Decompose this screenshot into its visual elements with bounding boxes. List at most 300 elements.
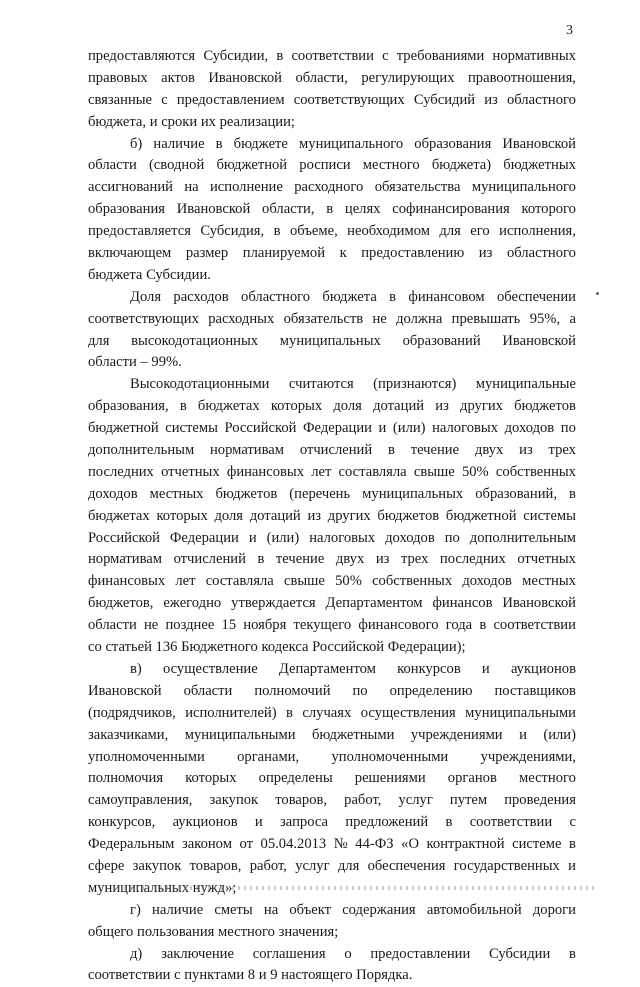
text-line <box>88 331 576 353</box>
word: свыше <box>413 463 455 480</box>
word: бюджетными <box>311 726 395 743</box>
word: случаях <box>302 704 352 721</box>
word: 95%, <box>529 310 561 327</box>
text-line <box>88 834 576 856</box>
word: финансовых <box>226 463 304 480</box>
word: из <box>435 398 449 415</box>
word: местных <box>149 485 204 502</box>
word: в <box>326 201 334 218</box>
word: Российской <box>312 639 388 656</box>
word: определению <box>389 682 473 699</box>
text-line <box>88 549 576 571</box>
word: о <box>344 945 352 962</box>
word: статьей <box>105 639 156 656</box>
word: муниципальными <box>465 704 576 721</box>
word: расходных <box>208 310 275 327</box>
word: в <box>445 814 453 831</box>
word: финансовых <box>88 573 166 590</box>
word: бюджетных <box>503 157 576 174</box>
word: 50% <box>461 463 489 480</box>
word: в <box>569 485 576 502</box>
word: самоуправления, <box>88 792 193 809</box>
text-line <box>88 484 576 506</box>
word: Ивановской <box>502 135 576 152</box>
word: бюджетах <box>88 507 150 524</box>
word: Российской <box>224 420 297 437</box>
word: должна <box>396 310 443 327</box>
word: сметы <box>214 901 253 918</box>
word: в <box>276 48 284 64</box>
word: местных <box>522 573 576 590</box>
word: позднее <box>165 617 215 634</box>
word: из <box>519 442 533 459</box>
word: 44-ФЗ <box>355 836 394 853</box>
word: в <box>257 551 265 568</box>
word: из <box>375 551 390 568</box>
word: в <box>479 617 487 634</box>
word: доходов <box>88 485 138 502</box>
word: товаров, <box>275 792 328 809</box>
word: образования, <box>88 398 169 415</box>
word: соответствии <box>493 617 576 634</box>
page-number: 3 <box>566 23 573 38</box>
word: исполнения, <box>499 223 576 240</box>
word: (или) <box>266 529 300 546</box>
word: которого <box>521 201 576 218</box>
word: соответствии <box>469 814 553 831</box>
word: обязательств <box>283 310 364 327</box>
text-line <box>88 659 576 681</box>
word: не <box>144 617 159 634</box>
word: нужд»; <box>192 879 237 896</box>
word: дотаций <box>373 398 425 415</box>
word: доля <box>214 507 244 524</box>
word: предложений <box>345 814 429 831</box>
word: пользования <box>137 923 219 940</box>
word: наличие <box>152 901 204 918</box>
word: предоставляется <box>88 223 191 240</box>
word: работ, <box>344 792 382 809</box>
text-line <box>88 725 576 747</box>
word: Федеральным <box>88 836 175 853</box>
word: дотаций <box>249 507 301 524</box>
word: по <box>352 682 368 699</box>
word: требованиями <box>396 48 485 64</box>
word: финансовом <box>408 288 485 305</box>
word: услуг <box>295 857 330 874</box>
word: бюджетов <box>215 485 278 502</box>
word: финансового <box>358 617 439 634</box>
word: в <box>286 704 293 721</box>
text-line <box>88 155 576 177</box>
word: лет <box>175 573 196 590</box>
text-line <box>88 812 576 834</box>
word: бюджетной <box>216 157 288 174</box>
word: объект <box>289 901 332 918</box>
word: отчислений <box>173 551 246 568</box>
word: на <box>263 901 279 918</box>
word: Субсидия, <box>200 223 265 240</box>
word: доходов <box>462 573 512 590</box>
word: № <box>333 836 348 853</box>
word: нормативам <box>210 442 285 459</box>
word: собственных <box>495 463 576 480</box>
word: а <box>569 310 576 327</box>
text-line <box>88 462 576 484</box>
word: Ивановской <box>502 332 576 349</box>
word: наличие <box>153 135 205 152</box>
word: муниципальных <box>279 332 381 349</box>
word: актов <box>161 69 195 86</box>
word: 8 <box>247 967 259 984</box>
word: Ивановской <box>502 595 576 612</box>
word: налоговых <box>309 529 376 546</box>
word: Федерации); <box>387 639 466 656</box>
word: для <box>88 332 110 349</box>
word: дороги <box>532 901 576 918</box>
word: заказчиками, <box>88 726 169 743</box>
word: других <box>460 398 503 415</box>
word: отчетных <box>517 551 576 568</box>
word: соглашения <box>252 945 326 962</box>
word: софинансирования <box>392 201 510 218</box>
word: включающем <box>88 245 172 262</box>
word: б) <box>130 135 143 152</box>
text-line <box>88 856 576 878</box>
word: системы <box>523 507 576 524</box>
text-line <box>88 440 576 462</box>
word: Субсидии, <box>203 48 269 64</box>
text-line <box>88 768 576 790</box>
text-line <box>88 199 576 221</box>
word: расходного <box>294 179 364 196</box>
word: из <box>484 91 498 108</box>
word: муниципальными <box>184 726 296 743</box>
text-line <box>88 90 576 112</box>
word: и <box>481 660 490 677</box>
word: образований, <box>475 485 557 502</box>
word: 50% <box>335 573 362 590</box>
word: в) <box>130 660 142 677</box>
word: муниципального <box>299 135 404 152</box>
word: Федерации <box>169 529 239 546</box>
word: аукционов <box>510 660 576 677</box>
word: в <box>179 398 187 415</box>
text-line <box>88 900 576 922</box>
word: расходов <box>173 288 229 305</box>
word: высокодотационных <box>131 332 259 349</box>
word: бюджета, <box>88 113 150 130</box>
word: значения; <box>278 923 339 940</box>
word: превышать <box>451 310 521 327</box>
word: трех <box>400 551 429 568</box>
word: и <box>248 529 257 546</box>
word: бюджете <box>233 135 288 152</box>
word: соответствующих <box>293 91 405 108</box>
word: отчислений <box>299 442 373 459</box>
word: обеспечении <box>496 288 576 305</box>
word: ежегодно <box>163 595 222 612</box>
word: областного <box>241 288 311 305</box>
word: (подрядчиков, <box>88 704 176 721</box>
text-line <box>88 571 576 593</box>
word: (или) <box>392 420 426 437</box>
text-line <box>88 593 576 615</box>
word: соответствии <box>291 48 374 64</box>
word: с <box>174 967 185 984</box>
word: Субсидии <box>489 945 551 962</box>
word: Ивановской <box>208 69 282 86</box>
word: утверждается <box>231 595 316 612</box>
text-line <box>88 922 576 944</box>
word: товаров, <box>189 857 242 874</box>
word: и <box>149 113 162 130</box>
text-line <box>88 418 576 440</box>
word: предоставлению <box>361 245 465 262</box>
word: бюджета <box>88 266 147 283</box>
word: с <box>569 814 576 831</box>
word: контрактной <box>426 836 505 853</box>
word: услуг <box>398 792 433 809</box>
word: областного <box>506 91 576 108</box>
word: и <box>519 726 527 743</box>
word: заключение <box>161 945 234 962</box>
word: образования <box>414 135 492 152</box>
word: области, <box>295 69 348 86</box>
word: Департаментом <box>325 595 423 612</box>
word: составляла <box>205 573 274 590</box>
word: бюджетов <box>514 398 576 415</box>
text-line <box>88 703 576 725</box>
word: которых <box>270 398 323 415</box>
word: бюджета) <box>431 157 492 174</box>
word: системы <box>165 420 218 437</box>
word: доля <box>333 398 362 415</box>
word: сроки <box>161 113 201 130</box>
word: с <box>161 91 168 108</box>
word: с <box>382 48 389 64</box>
word: дополнительным <box>88 442 195 459</box>
word: (или) <box>543 726 576 743</box>
word: 136 <box>155 639 182 656</box>
word: из <box>307 507 322 524</box>
text-line <box>88 265 576 287</box>
word: не <box>372 310 387 327</box>
word: органами, <box>237 748 300 765</box>
word: Доля <box>130 288 162 305</box>
word: бюджетной <box>445 507 517 524</box>
word: Департаментом <box>278 660 376 677</box>
word: муниципальных <box>362 485 464 502</box>
word: размер <box>185 245 229 262</box>
word: 9 <box>270 967 282 984</box>
word: к <box>339 245 347 262</box>
word: Ивановской <box>176 201 251 218</box>
text-line <box>88 506 576 528</box>
word: конкурсов, <box>88 814 156 831</box>
text-line <box>88 681 576 703</box>
word: образований <box>402 332 481 349</box>
word: составляла <box>338 463 407 480</box>
word: бюджета <box>322 288 377 305</box>
word: проведения <box>504 792 576 809</box>
word: необходимом <box>347 223 430 240</box>
word: в <box>273 223 281 240</box>
text-line <box>88 177 576 199</box>
word: в <box>389 288 397 305</box>
word: – <box>140 354 152 371</box>
word: (признаются) <box>373 376 457 393</box>
word: со <box>88 639 106 656</box>
word: Высокодотационными <box>130 376 270 393</box>
word: для <box>439 223 461 240</box>
word: бюджетной <box>88 420 159 437</box>
word: нормативных <box>492 48 576 64</box>
word: течение <box>275 551 325 568</box>
text-line <box>88 528 576 550</box>
word: органов <box>447 770 497 787</box>
word: нормативам <box>88 551 163 568</box>
word: государственных <box>453 857 560 874</box>
text-line <box>88 965 576 987</box>
word: года <box>445 617 473 634</box>
word: конкурсов <box>397 660 461 677</box>
text-line <box>88 944 576 966</box>
word: местного <box>218 923 279 940</box>
word: считаются <box>288 376 354 393</box>
word: решениями <box>354 770 426 787</box>
word: последних <box>88 463 154 480</box>
word: бюджетах <box>197 398 260 415</box>
word: целях <box>344 201 381 218</box>
word: правовых <box>88 69 148 86</box>
word: областного <box>506 245 576 262</box>
word: Субсидии. <box>146 266 211 283</box>
text-line <box>88 615 576 637</box>
text-line <box>88 352 576 374</box>
text-line <box>88 221 576 243</box>
text-line <box>88 747 576 769</box>
word: реализации; <box>219 113 295 130</box>
word: Ивановской <box>88 682 162 699</box>
word: доходов <box>504 420 555 437</box>
text-line <box>88 68 576 90</box>
text-line <box>88 46 576 68</box>
word: предоставлением <box>176 91 285 108</box>
text-line <box>88 112 576 134</box>
text-line <box>88 637 576 659</box>
word: осуществление <box>162 660 258 677</box>
word: уполномоченными <box>331 748 449 765</box>
word: Российской <box>88 529 160 546</box>
word: Порядка. <box>356 967 413 984</box>
word: трех <box>548 442 576 459</box>
text-line <box>88 396 576 418</box>
word: 05.04.2013 <box>260 836 327 853</box>
word: учреждениями <box>410 726 503 743</box>
word: финансов <box>432 595 493 612</box>
word: закупок <box>209 792 259 809</box>
word: осуществления <box>360 704 456 721</box>
word: правоотношения, <box>468 69 576 86</box>
word: общего <box>88 923 138 940</box>
word: местного <box>362 157 420 174</box>
word: ассигнований <box>88 179 173 196</box>
word: его <box>470 223 490 240</box>
word: отчетных <box>161 463 220 480</box>
word: росписи <box>299 157 351 174</box>
word: и <box>378 420 387 437</box>
word: предоставлении <box>370 945 471 962</box>
text-line <box>88 134 576 156</box>
word: объеме, <box>289 223 338 240</box>
word: доходов <box>385 529 435 546</box>
text-line <box>88 374 576 396</box>
word: области <box>183 682 233 699</box>
document-body <box>88 46 576 987</box>
word: области, <box>262 201 315 218</box>
word: лет <box>311 463 332 480</box>
word: двух <box>335 551 365 568</box>
word: Федерации <box>303 420 372 437</box>
word: которых <box>156 507 208 524</box>
word: Субсидий <box>413 91 476 108</box>
text-line <box>88 243 576 265</box>
word: бюджетов, <box>88 595 154 612</box>
word: свыше <box>284 573 325 590</box>
word: определены <box>258 770 333 787</box>
word: в <box>569 836 576 853</box>
word: (перечень <box>289 485 351 502</box>
word: муниципального <box>471 179 576 196</box>
word: области <box>88 617 137 634</box>
scan-speck <box>596 292 599 295</box>
word: и <box>258 967 271 984</box>
text-line <box>88 790 576 812</box>
word: исполнителей) <box>185 704 277 721</box>
text-line <box>88 287 576 309</box>
word: предоставляются <box>88 48 196 64</box>
word: области <box>88 157 137 174</box>
word: исполнение <box>209 179 283 196</box>
word: по <box>560 420 576 437</box>
word: запроса <box>280 814 328 831</box>
text-line <box>88 309 576 331</box>
word: области <box>88 354 141 371</box>
word: д) <box>130 945 143 962</box>
word: «О <box>401 836 419 853</box>
word: аукционов <box>172 814 238 831</box>
word: законом <box>181 836 232 853</box>
word: обязательства <box>374 179 461 196</box>
word: Бюджетного <box>181 639 262 656</box>
word: в <box>215 135 223 152</box>
word: налоговых <box>432 420 499 437</box>
word: и <box>254 814 263 831</box>
word: муниципальных <box>88 879 193 896</box>
word: регулирующих <box>361 69 455 86</box>
word: кодекса <box>261 639 313 656</box>
word: их <box>200 113 220 130</box>
word: настоящего <box>281 967 357 984</box>
word: собственных <box>372 573 453 590</box>
word: (сводной <box>148 157 205 174</box>
word: из <box>478 245 493 262</box>
word: по <box>444 529 460 546</box>
word: обеспечения <box>367 857 446 874</box>
word: уполномоченными <box>88 748 205 765</box>
word: от <box>239 836 253 853</box>
